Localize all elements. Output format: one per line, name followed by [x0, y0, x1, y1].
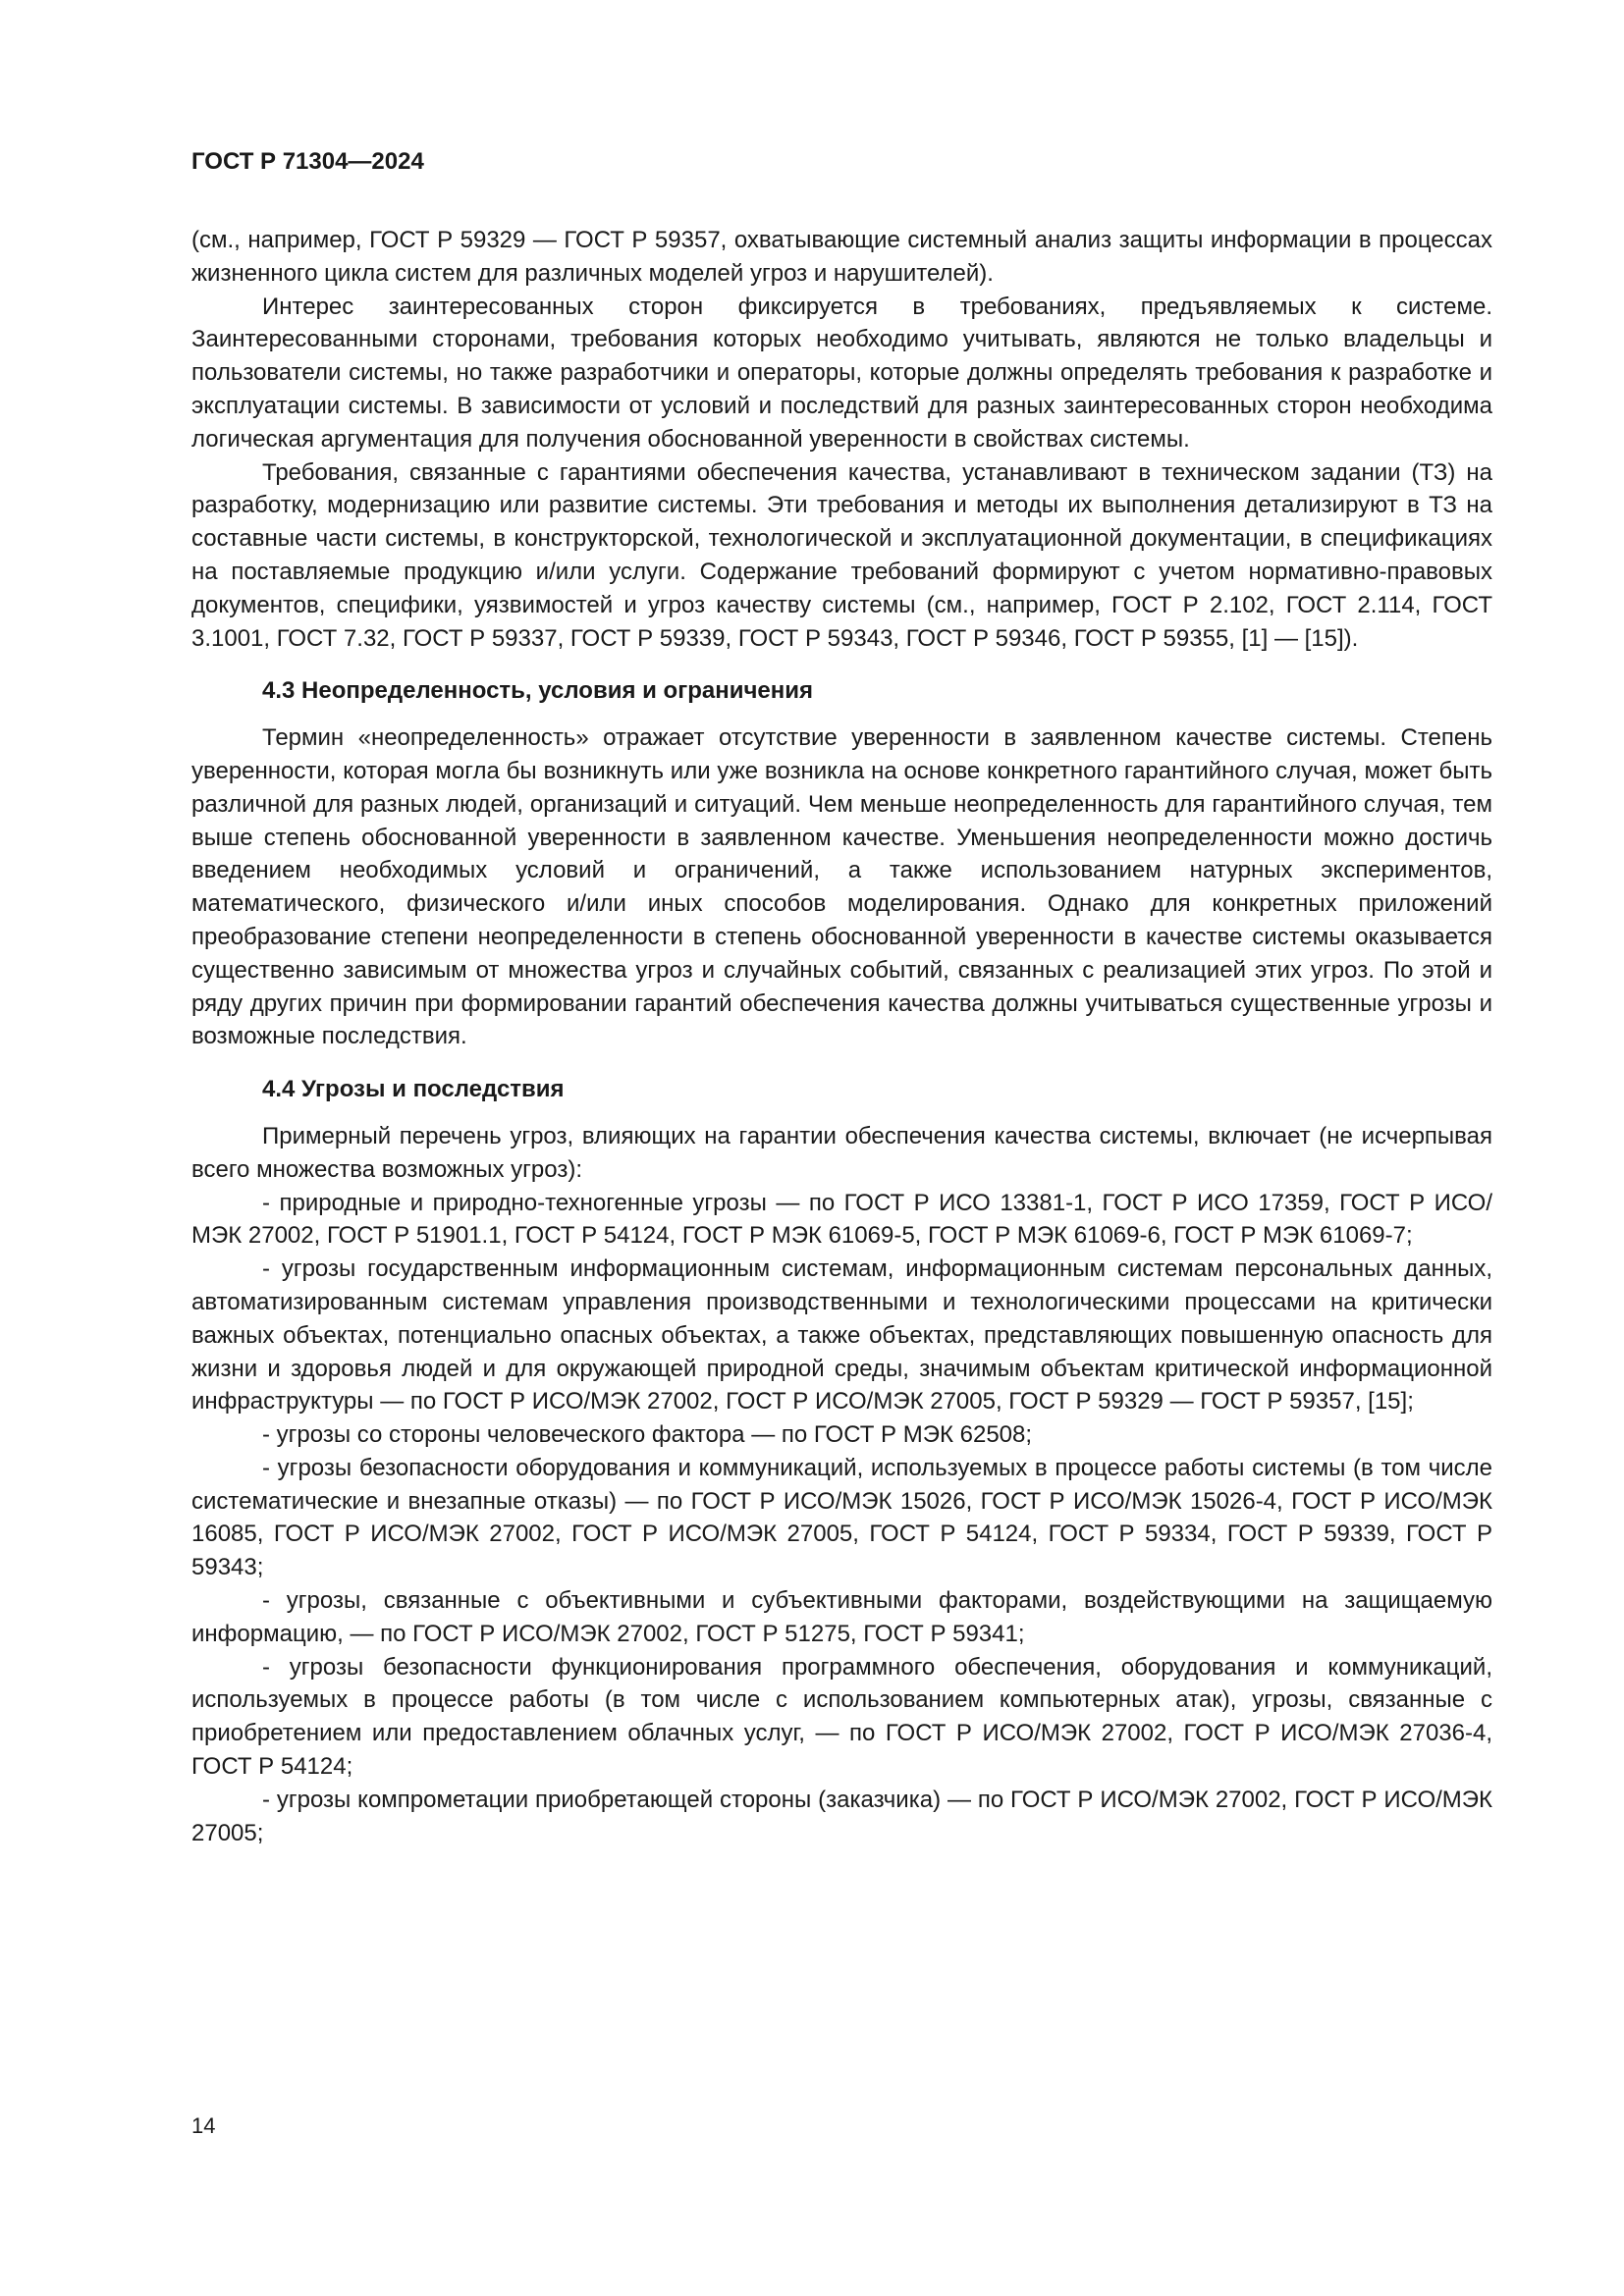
- list-item: - природные и природно-техногенные угрозы — по ГОСТ Р ИСО 13381-1, ГОСТ Р ИСО 17359, ГОСТ Р ИСО/МЭК 27002, ГОСТ Р 51901.1, ГОСТ Р 54124, ГОСТ Р МЭК 61069-5, ГОСТ Р МЭК 61069-6, ГОСТ Р МЭК 61069-7;: [191, 1189, 1492, 1250]
- paragraph-requirements: Требования, связанные с гарантиями обеспечения качества, устанавливают в техническом задании (ТЗ) на разработку, модернизацию или развитие системы. Эти требования и методы их выполнения детализируют в ТЗ на составные части системы, в конструкторской, технологической и эксплуатационной документации, в спецификациях на поставляемые продукцию и/или услуги. Содержание требований формируют с учетом нормативно-правовых документов, специфики, уязвимостей и угроз качеству системы (см., например, ГОСТ Р 2.102, ГОСТ 2.114, ГОСТ 3.1001, ГОСТ 7.32, ГОСТ Р 59337, ГОСТ Р 59339, ГОСТ Р 59343, ГОСТ Р 59346, ГОСТ Р 59355, [1] — [15]).: [191, 458, 1492, 652]
- section-heading-4-4: 4.4 Угрозы и последствия: [262, 1076, 565, 1103]
- list-item: - угрозы со стороны человеческого фактора — по ГОСТ Р МЭК 62508;: [262, 1421, 1033, 1449]
- paragraph-threats-intro: Примерный перечень угроз, влияющих на гарантии обеспечения качества системы, включает (не исчерпывая всего множества возможных угроз):: [191, 1122, 1492, 1183]
- paragraph-intro-continuation: (см., например, ГОСТ Р 59329 — ГОСТ Р 59357, охватывающие системный анализ защиты информации в процессах жизненного цикла систем для различных моделей угроз и нарушителей).: [191, 227, 1492, 287]
- list-item: - угрозы государственным информационным системам, информационным системам персональных данных, автоматизированным системам управления производственными и технологическими процессами на критически важных объектах, потенциально опасных объектах, а также объектах, представляющих повышенную опасность для жизни и здоровья людей и для окружающей природной среды, значимым объектам критической информационной инфраструктуры — по ГОСТ Р ИСО/МЭК 27002, ГОСТ Р ИСО/МЭК 27005, ГОСТ Р 59329 — ГОСТ Р 59357, [15];: [191, 1255, 1492, 1415]
- document-code-header: ГОСТ Р 71304—2024: [191, 148, 424, 175]
- list-item: - угрозы безопасности функционирования программного обеспечения, оборудования и коммуникаций, используемых в процессе работы (в том числе с использованием компьютерных атак), угрозы, связанные с приобретением или предоставлением облачных услуг, — по ГОСТ Р ИСО/МЭК 27002, ГОСТ Р ИСО/МЭК 27036-4, ГОСТ Р 54124;: [191, 1653, 1492, 1781]
- section-heading-4-3: 4.3 Неопределенность, условия и ограничения: [262, 677, 813, 705]
- page-number: 14: [191, 2113, 216, 2138]
- list-item: - угрозы, связанные с объективными и субъективными факторами, воздействующими на защищаемую информацию, — по ГОСТ Р ИСО/МЭК 27002, ГОСТ Р 51275, ГОСТ Р 59341;: [191, 1587, 1492, 1647]
- paragraph-uncertainty: Термин «неопределенность» отражает отсутствие уверенности в заявленном качестве системы. Степень уверенности, которая могла бы возникнуть или уже возникла на основе конкретного гарантийного случая, может быть различной для разных людей, организаций и ситуаций. Чем меньше неопределенность для гарантийного случая, тем выше степень обоснованной уверенности в заявленном качестве. Уменьшения неопределенности можно достичь введением необходимых условий и ограничений, а также использованием натурных экспериментов, математического, физического и/или иных способов моделирования. Однако для конкретных приложений преобразование степени неопределенности в степень обоснованной уверенности в качестве системы оказывается существенно зависимым от множества угроз и случайных событий, связанных с реализацией этих угроз. По этой и ряду других причин при формировании гарантий обеспечения качества должны учитываться существенные угрозы и возможные последствия.: [191, 724, 1492, 1050]
- list-item: - угрозы безопасности оборудования и коммуникаций, используемых в процессе работы системы (в том числе систематические и внезапные отказы) — по ГОСТ Р ИСО/МЭК 15026, ГОСТ Р ИСО/МЭК 15026-4, ГОСТ Р ИСО/МЭК 16085, ГОСТ Р ИСО/МЭК 27002, ГОСТ Р ИСО/МЭК 27005, ГОСТ Р 54124, ГОСТ Р 59334, ГОСТ Р 59339, ГОСТ Р 59343;: [191, 1454, 1492, 1581]
- document-page: [191, 147, 1492, 1849]
- list-item: - угрозы компрометации приобретающей стороны (заказчика) — по ГОСТ Р ИСО/МЭК 27002, ГОСТ Р ИСО/МЭК 27005;: [191, 1786, 1492, 1846]
- paragraph-stakeholders: Интерес заинтересованных сторон фиксируется в требованиях, предъявляемых к системе. Заинтересованными сторонами, требования которых необходимо учитывать, являются не только владельцы и пользователи системы, но также разработчики и операторы, которые должны определять требования к разработке и эксплуатации системы. В зависимости от условий и последствий для разных заинтересованных сторон необходима логическая аргументация для получения обоснованной уверенности в свойствах системы.: [191, 293, 1492, 453]
- document-body: [191, 224, 1492, 1849]
